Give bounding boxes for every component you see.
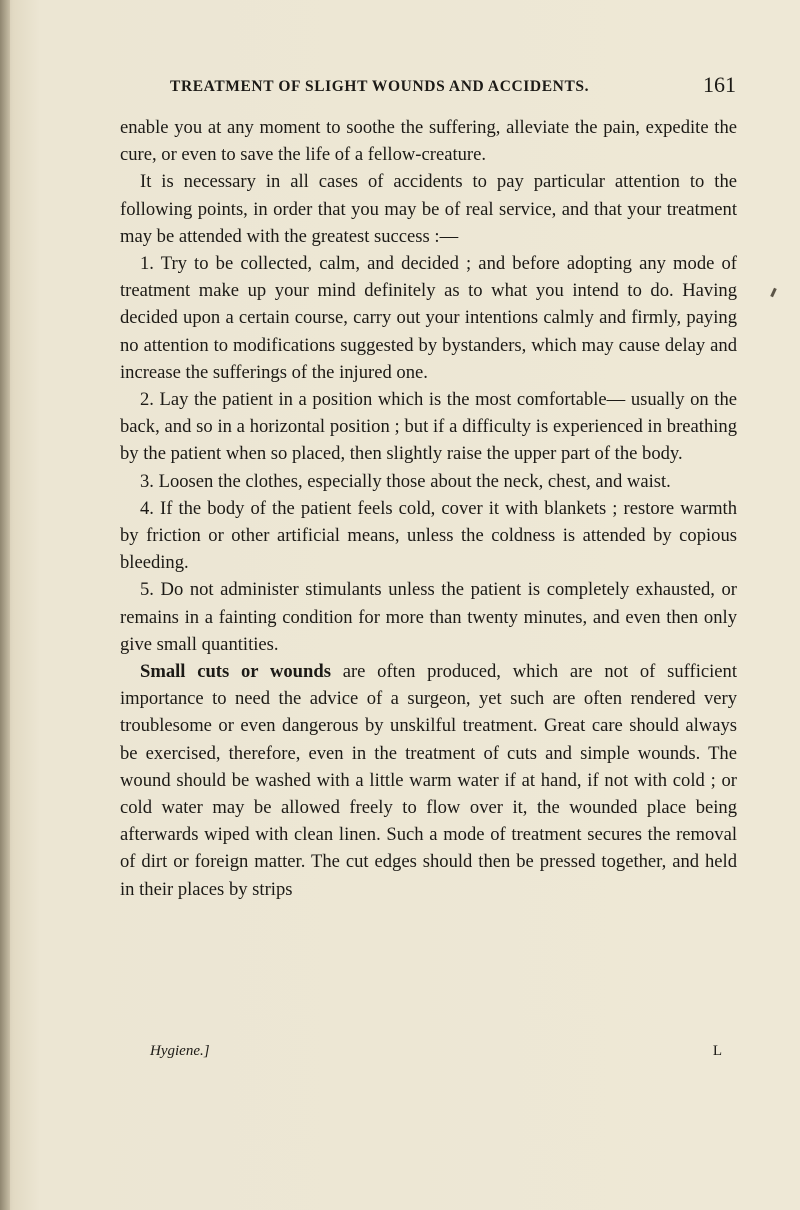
cuts-heading: Small cuts or wounds — [140, 661, 331, 683]
margin-mark — [770, 288, 777, 297]
signature-title: Hygiene.] — [150, 1043, 210, 1059]
rule-2: 2. Lay the patient in a position which is the most comfortable— usually on the back, and so in a horizontal position ; but if a difficulty is experienced in breathing by the patient when so placed, then slightly raise the upper part of the body. — [120, 389, 737, 465]
rule-5: 5. Do not administer stimulants unless the patient is completely exhausted, or remains in a fainting condition for more than twenty minutes, and even then only give small quantities. — [120, 579, 737, 655]
intro-continued: enable you at any moment to soothe the suffering, alleviate the pain, expedite the cure, or even to save the life of a fellow-creature. — [120, 117, 737, 166]
rule-1: 1. Try to be collected, calm, and decided ; and before adopting any mode of treatment make up your mind definitely as to what you intend to do. Having decided upon a certain course, carry out your intentions calmly and firmly, paying no attention to modifications suggested by bystanders, which may cause delay and increase the sufferings of the injured one. — [120, 253, 737, 383]
page-number: 161 — [703, 72, 736, 97]
spine-shadow — [0, 0, 10, 1210]
signature-mark: L — [712, 1043, 722, 1059]
cuts-paragraph — [120, 658, 737, 903]
page-header — [120, 72, 736, 106]
cuts-text: are often produced, which are not of sufficient importance to need the advice of a surgeon, yet such are often rendered very troublesome or even dangerous by unskilful treatment. Great care should always be exercised, therefore, even in the treatment of cuts and simple wounds. The wound should be washed with a little warm water if at hand, if not with cold ; or cold water may be allowed freely to flow over it, the wounded place being afterwards wiped with clean linen. Such a mode of treatment secures the removal of dirt or foreign matter. The cut edges should then be pressed together, and held in their places by strips — [120, 661, 738, 900]
intro-paragraph: It is necessary in all cases of accidents to pay particular attention to the following points, in order that you may be of real service, and that your treatment may be attended with the greatest success :— — [120, 171, 737, 247]
rule-4: 4. If the body of the patient feels cold, cover it with blankets ; restore warmth by friction or other artificial means, unless the coldness is attended by copious bleeding. — [120, 497, 737, 574]
page-footer — [150, 1043, 722, 1067]
running-head: TREATMENT OF SLIGHT WOUNDS AND ACCIDENTS. — [170, 78, 590, 95]
rule-3: 3. Loosen the clothes, especially those about the neck, chest, and waist. — [140, 470, 671, 492]
body-text — [120, 114, 737, 903]
